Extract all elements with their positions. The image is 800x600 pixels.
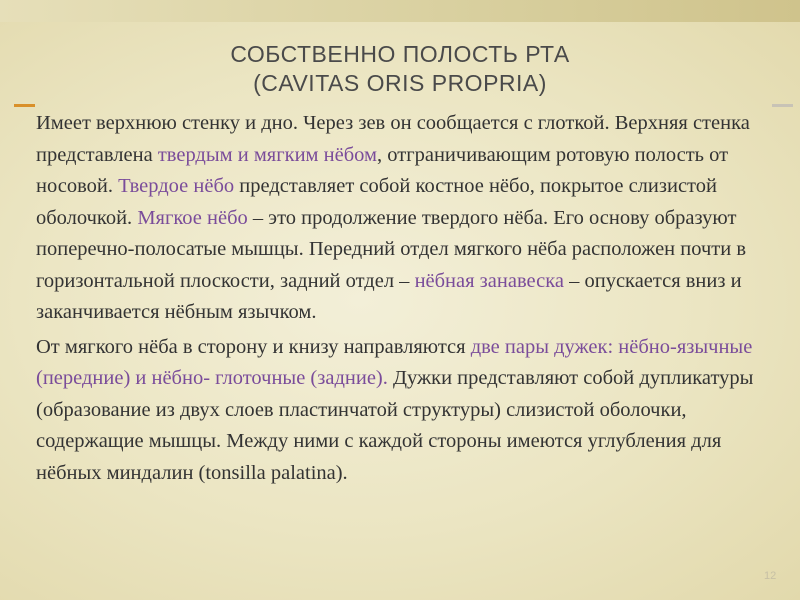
page-number: 12 — [764, 570, 777, 582]
text-segment: От мягкого нёба в сторону и книзу направляются — [36, 335, 471, 358]
text-segment: Дужки представляют собой дупликатуры (образование из двух слоев пластинчатой структуры) слизистой оболочки, содержащие мышцы. Между ними с каждой стороны имеются углубления для нёбных миндалин (tonsilla palatina). — [36, 367, 754, 484]
highlighted-term: твердым и мягким нёбом — [157, 143, 377, 166]
slide-title — [90, 40, 710, 98]
text-segment: – опускается вниз и заканчивается нёбным язычком. — [36, 269, 742, 323]
slide-title-line-2: (CAVITAS ORIS PROPRIA) — [253, 70, 547, 96]
slide-body — [36, 108, 776, 492]
body-paragraph-1 — [36, 108, 776, 329]
text-segment: , отграничивающим ротовую полость от носовой. — [36, 143, 729, 197]
top-decorative-band — [0, 0, 800, 22]
highlighted-term: нёбная занавеска — [414, 269, 564, 292]
accent-rule-right — [772, 104, 793, 107]
highlighted-term: Мягкое нёбо — [137, 206, 248, 229]
highlighted-term: Твердое нёбо — [118, 175, 235, 197]
slide-title-line-1: СОБСТВЕННО ПОЛОСТЬ РТА — [230, 41, 570, 67]
body-paragraph-2 — [36, 332, 776, 490]
highlighted-term: две пары дужек: нёбно-язычные (передние) и нёбно- глоточные (задние). — [36, 335, 753, 389]
text-segment: – это продолжение твердого нёба. Его основу образуют поперечно-полосатые мышцы. Передний отдел мягкого нёба расположен почти в горизонтальной плоскости, задний отдел – — [36, 206, 746, 292]
accent-rule-left — [14, 104, 35, 107]
text-segment: Имеет верхнюю стенку и дно. Через зев он сообщается с глоткой. Верхняя стенка представлена — [36, 112, 750, 166]
text-segment: представляет собой костное нёбо, покрытое слизистой оболочкой. — [36, 175, 717, 229]
